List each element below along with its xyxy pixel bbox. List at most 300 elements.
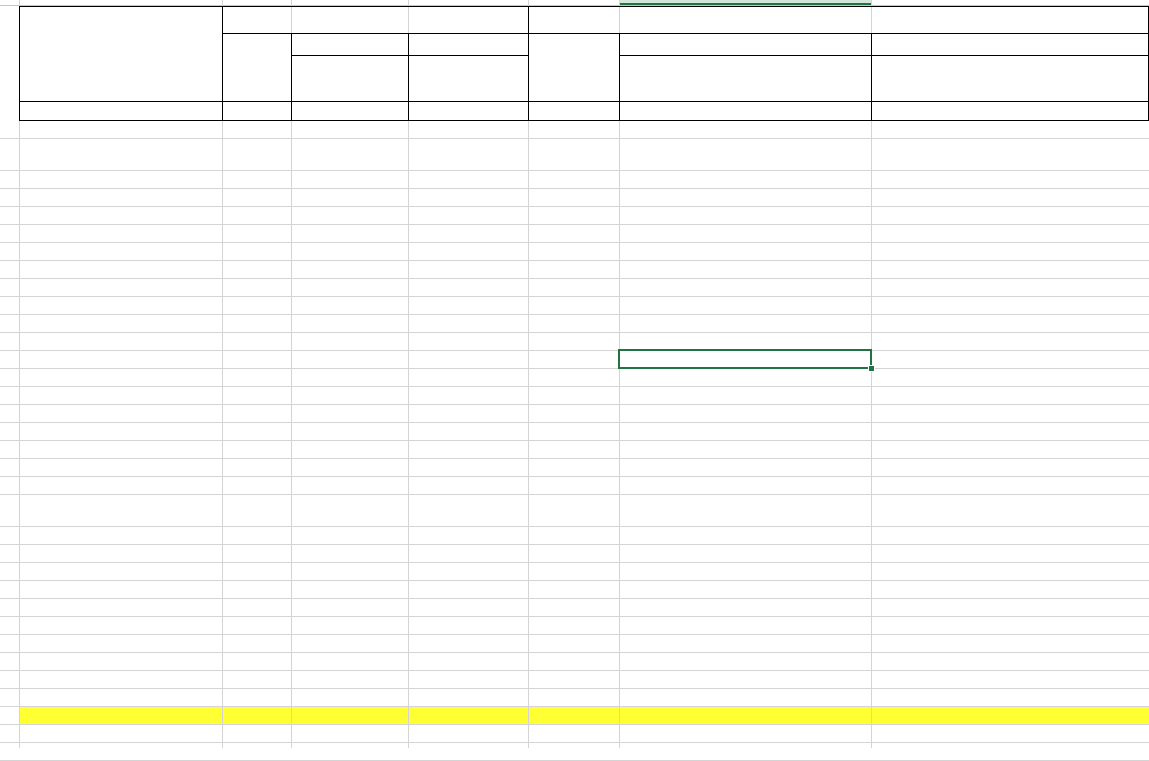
gridline-horizontal xyxy=(0,742,1149,743)
data-cell[interactable] xyxy=(222,440,291,458)
row-number[interactable] xyxy=(0,188,19,206)
region-name[interactable] xyxy=(19,170,222,188)
data-cell[interactable] xyxy=(528,404,619,422)
data-cell[interactable] xyxy=(528,350,619,368)
data-cell[interactable] xyxy=(408,138,528,170)
fill-handle[interactable] xyxy=(868,365,875,372)
data-cell[interactable] xyxy=(222,742,291,760)
data-cell[interactable] xyxy=(528,170,619,188)
data-cell[interactable] xyxy=(871,386,1149,404)
data-cell[interactable] xyxy=(291,580,408,598)
data-cell[interactable] xyxy=(619,242,871,260)
data-cell[interactable] xyxy=(291,224,408,242)
data-cell[interactable] xyxy=(222,724,291,742)
data-cell[interactable] xyxy=(222,526,291,544)
data-cell[interactable] xyxy=(408,706,528,724)
data-cell[interactable] xyxy=(871,458,1149,476)
data-cell[interactable] xyxy=(291,688,408,706)
data-cell[interactable] xyxy=(291,404,408,422)
data-cell[interactable] xyxy=(291,652,408,670)
data-cell[interactable] xyxy=(871,634,1149,652)
data-cell[interactable] xyxy=(619,314,871,332)
row-number[interactable] xyxy=(0,260,19,278)
row-number[interactable] xyxy=(0,598,19,616)
row-number[interactable] xyxy=(0,616,19,634)
gridline-horizontal xyxy=(0,422,1149,423)
data-cell[interactable] xyxy=(528,458,619,476)
row-number[interactable] xyxy=(0,422,19,440)
row-number[interactable] xyxy=(0,296,19,314)
data-cell[interactable] xyxy=(528,652,619,670)
data-cell[interactable] xyxy=(291,562,408,580)
row-number[interactable] xyxy=(0,526,19,544)
data-cell[interactable] xyxy=(528,440,619,458)
data-cell[interactable] xyxy=(291,350,408,368)
data-cell[interactable] xyxy=(222,404,291,422)
data-cell[interactable] xyxy=(528,260,619,278)
region-name[interactable] xyxy=(19,386,222,404)
data-cell[interactable] xyxy=(871,206,1149,224)
data-cell[interactable] xyxy=(408,278,528,296)
data-cell[interactable] xyxy=(871,242,1149,260)
data-cell[interactable] xyxy=(222,170,291,188)
data-cell[interactable] xyxy=(871,440,1149,458)
region-name[interactable] xyxy=(19,494,222,526)
data-cell[interactable] xyxy=(222,206,291,224)
data-cell[interactable] xyxy=(619,724,871,742)
data-cell[interactable] xyxy=(291,368,408,386)
data-cell[interactable] xyxy=(408,634,528,652)
data-cell[interactable] xyxy=(222,422,291,440)
row-number[interactable] xyxy=(0,724,19,742)
region-name[interactable] xyxy=(19,224,222,242)
data-cell[interactable] xyxy=(291,296,408,314)
data-cell[interactable] xyxy=(222,634,291,652)
data-cell[interactable] xyxy=(528,278,619,296)
data-cell[interactable] xyxy=(871,260,1149,278)
data-cell[interactable] xyxy=(528,476,619,494)
region-name[interactable] xyxy=(19,476,222,494)
data-cell[interactable] xyxy=(871,580,1149,598)
data-cell[interactable] xyxy=(619,476,871,494)
region-name[interactable] xyxy=(19,526,222,544)
data-cell[interactable] xyxy=(291,670,408,688)
data-cell[interactable] xyxy=(871,616,1149,634)
data-cell[interactable] xyxy=(528,616,619,634)
region-name[interactable] xyxy=(19,188,222,206)
data-cell[interactable] xyxy=(871,598,1149,616)
region-name[interactable] xyxy=(19,332,222,350)
data-cell[interactable] xyxy=(619,494,871,526)
data-cell[interactable] xyxy=(291,458,408,476)
data-cell[interactable] xyxy=(528,206,619,224)
region-name[interactable] xyxy=(19,562,222,580)
data-cell[interactable] xyxy=(408,188,528,206)
row-number[interactable] xyxy=(0,706,19,724)
data-cell[interactable] xyxy=(222,120,291,138)
region-name[interactable] xyxy=(19,616,222,634)
data-cell[interactable] xyxy=(619,296,871,314)
data-cell[interactable] xyxy=(619,742,871,760)
gridline-horizontal xyxy=(0,296,1149,297)
header-including-other xyxy=(619,33,1149,55)
data-cell[interactable] xyxy=(528,188,619,206)
data-cell[interactable] xyxy=(528,386,619,404)
region-name[interactable] xyxy=(19,458,222,476)
data-cell[interactable] xyxy=(408,368,528,386)
data-cell[interactable] xyxy=(871,350,1149,368)
data-cell[interactable] xyxy=(408,332,528,350)
data-cell[interactable] xyxy=(619,138,871,170)
header-covid-significant xyxy=(621,55,869,101)
data-cell[interactable] xyxy=(528,706,619,724)
region-name[interactable] xyxy=(19,580,222,598)
row-number[interactable] xyxy=(0,33,19,55)
row-number[interactable] xyxy=(0,314,19,332)
data-cell[interactable] xyxy=(291,278,408,296)
header-including-main xyxy=(291,33,528,55)
data-cell[interactable] xyxy=(222,314,291,332)
data-cell[interactable] xyxy=(528,314,619,332)
data-cell[interactable] xyxy=(528,120,619,138)
data-cell[interactable] xyxy=(291,724,408,742)
data-cell[interactable] xyxy=(619,580,871,598)
data-cell[interactable] xyxy=(222,706,291,724)
data-cell[interactable] xyxy=(871,652,1149,670)
data-cell[interactable] xyxy=(291,138,408,170)
data-cell[interactable] xyxy=(408,476,528,494)
row-number[interactable] xyxy=(0,368,19,386)
data-cell[interactable] xyxy=(871,404,1149,422)
row-number[interactable] xyxy=(0,440,19,458)
data-cell[interactable] xyxy=(528,368,619,386)
data-cell[interactable] xyxy=(528,598,619,616)
data-cell[interactable] xyxy=(222,688,291,706)
data-cell[interactable] xyxy=(528,742,619,760)
data-cell[interactable] xyxy=(222,386,291,404)
data-cell[interactable] xyxy=(619,652,871,670)
data-cell[interactable] xyxy=(528,526,619,544)
border-header-vertical xyxy=(408,33,409,120)
data-cell[interactable] xyxy=(222,332,291,350)
column-number xyxy=(222,101,291,120)
data-cell[interactable] xyxy=(871,224,1149,242)
data-cell[interactable] xyxy=(619,440,871,458)
row-number[interactable] xyxy=(0,332,19,350)
data-cell[interactable] xyxy=(408,120,528,138)
data-cell[interactable] xyxy=(408,224,528,242)
data-cell[interactable] xyxy=(408,296,528,314)
region-name[interactable] xyxy=(19,120,222,138)
data-cell[interactable] xyxy=(408,688,528,706)
data-cell[interactable] xyxy=(871,494,1149,526)
region-name[interactable] xyxy=(19,296,222,314)
data-cell[interactable] xyxy=(222,580,291,598)
data-cell[interactable] xyxy=(408,260,528,278)
data-cell[interactable] xyxy=(408,242,528,260)
data-cell[interactable] xyxy=(291,706,408,724)
data-cell[interactable] xyxy=(291,260,408,278)
row-number[interactable] xyxy=(0,458,19,476)
data-cell[interactable] xyxy=(222,278,291,296)
data-cell[interactable] xyxy=(619,634,871,652)
data-cell[interactable] xyxy=(408,580,528,598)
data-cell[interactable] xyxy=(291,598,408,616)
data-cell[interactable] xyxy=(619,544,871,562)
data-cell[interactable] xyxy=(291,120,408,138)
region-name[interactable] xyxy=(19,422,222,440)
row-number[interactable] xyxy=(0,242,19,260)
data-cell[interactable] xyxy=(528,580,619,598)
row-number[interactable] xyxy=(0,350,19,368)
data-cell[interactable] xyxy=(291,742,408,760)
data-cell[interactable] xyxy=(871,526,1149,544)
data-cell[interactable] xyxy=(222,494,291,526)
data-cell[interactable] xyxy=(871,332,1149,350)
data-cell[interactable] xyxy=(408,616,528,634)
border-header-row7 xyxy=(19,101,1149,102)
data-cell[interactable] xyxy=(528,138,619,170)
data-cell[interactable] xyxy=(619,278,871,296)
data-cell[interactable] xyxy=(408,544,528,562)
data-cell[interactable] xyxy=(619,120,871,138)
gridline-horizontal xyxy=(0,188,1149,189)
data-cell[interactable] xyxy=(408,652,528,670)
region-name[interactable] xyxy=(19,544,222,562)
data-cell[interactable] xyxy=(871,562,1149,580)
data-cell[interactable] xyxy=(871,314,1149,332)
data-cell[interactable] xyxy=(408,170,528,188)
data-cell[interactable] xyxy=(619,562,871,580)
region-name[interactable] xyxy=(19,724,222,742)
row-number[interactable] xyxy=(0,386,19,404)
data-cell[interactable] xyxy=(871,278,1149,296)
row-number[interactable] xyxy=(0,224,19,242)
row-number[interactable] xyxy=(0,670,19,688)
gridline-horizontal xyxy=(0,494,1149,495)
data-cell[interactable] xyxy=(291,332,408,350)
region-name[interactable] xyxy=(19,742,222,760)
data-cell[interactable] xyxy=(408,440,528,458)
data-cell[interactable] xyxy=(291,440,408,458)
data-cell[interactable] xyxy=(291,386,408,404)
region-name[interactable] xyxy=(19,278,222,296)
row-number[interactable] xyxy=(0,55,19,101)
gridline-horizontal xyxy=(0,616,1149,617)
data-cell[interactable] xyxy=(871,724,1149,742)
data-cell[interactable] xyxy=(291,476,408,494)
row-number[interactable] xyxy=(0,278,19,296)
data-cell[interactable] xyxy=(871,476,1149,494)
data-cell[interactable] xyxy=(619,386,871,404)
data-cell[interactable] xyxy=(408,670,528,688)
data-cell[interactable] xyxy=(291,242,408,260)
region-name[interactable] xyxy=(19,598,222,616)
border-header-row6-other xyxy=(619,55,1149,56)
data-cell[interactable] xyxy=(528,332,619,350)
gridline-horizontal xyxy=(0,598,1149,599)
region-name[interactable] xyxy=(19,260,222,278)
row-number[interactable] xyxy=(0,101,19,120)
data-cell[interactable] xyxy=(291,170,408,188)
border-header-vertical xyxy=(19,6,20,120)
data-cell[interactable] xyxy=(222,138,291,170)
data-cell[interactable] xyxy=(222,544,291,562)
data-cell[interactable] xyxy=(619,670,871,688)
data-cell[interactable] xyxy=(871,544,1149,562)
row-number[interactable] xyxy=(0,580,19,598)
data-cell[interactable] xyxy=(619,526,871,544)
data-cell[interactable] xyxy=(222,598,291,616)
data-cell[interactable] xyxy=(222,188,291,206)
border-header-vertical xyxy=(528,6,529,120)
data-cell[interactable] xyxy=(619,260,871,278)
data-cell[interactable] xyxy=(619,458,871,476)
data-cell[interactable] xyxy=(619,188,871,206)
data-cell[interactable] xyxy=(291,634,408,652)
data-cell[interactable] xyxy=(871,742,1149,760)
region-name[interactable] xyxy=(19,368,222,386)
gridline-horizontal xyxy=(0,206,1149,207)
gridline-horizontal xyxy=(0,580,1149,581)
data-cell[interactable] xyxy=(222,350,291,368)
data-cell[interactable] xyxy=(408,350,528,368)
data-cell[interactable] xyxy=(222,260,291,278)
data-cell[interactable] xyxy=(871,138,1149,170)
gridline-horizontal xyxy=(0,526,1149,527)
row-number[interactable] xyxy=(0,562,19,580)
row-number[interactable] xyxy=(0,494,19,526)
data-cell[interactable] xyxy=(871,706,1149,724)
region-name[interactable] xyxy=(19,634,222,652)
row-number[interactable] xyxy=(0,652,19,670)
data-cell[interactable] xyxy=(528,562,619,580)
data-cell[interactable] xyxy=(528,634,619,652)
region-name[interactable] xyxy=(19,688,222,706)
row-number[interactable] xyxy=(0,170,19,188)
row-number[interactable] xyxy=(0,120,19,138)
row-number[interactable] xyxy=(0,634,19,652)
data-cell[interactable] xyxy=(871,120,1149,138)
data-cell[interactable] xyxy=(291,526,408,544)
gridline-horizontal xyxy=(0,242,1149,243)
data-cell[interactable] xyxy=(619,688,871,706)
data-cell[interactable] xyxy=(619,170,871,188)
data-cell[interactable] xyxy=(528,724,619,742)
data-cell[interactable] xyxy=(291,616,408,634)
data-cell[interactable] xyxy=(408,562,528,580)
region-name[interactable] xyxy=(19,206,222,224)
data-cell[interactable] xyxy=(408,494,528,526)
data-cell[interactable] xyxy=(619,368,871,386)
data-cell[interactable] xyxy=(408,404,528,422)
data-cell[interactable] xyxy=(619,332,871,350)
data-cell[interactable] xyxy=(871,670,1149,688)
data-cell[interactable] xyxy=(222,476,291,494)
data-cell[interactable] xyxy=(619,598,871,616)
data-cell[interactable] xyxy=(291,206,408,224)
data-cell[interactable] xyxy=(291,422,408,440)
data-cell[interactable] xyxy=(871,170,1149,188)
row-number[interactable] xyxy=(0,544,19,562)
row-number[interactable] xyxy=(0,688,19,706)
data-cell[interactable] xyxy=(528,688,619,706)
gridline-horizontal xyxy=(0,724,1149,725)
row-number[interactable] xyxy=(0,206,19,224)
row-number[interactable] xyxy=(0,742,19,760)
row-number[interactable] xyxy=(0,6,19,33)
data-cell[interactable] xyxy=(619,224,871,242)
row-number[interactable] xyxy=(0,404,19,422)
data-cell[interactable] xyxy=(408,206,528,224)
data-cell[interactable] xyxy=(291,494,408,526)
data-cell[interactable] xyxy=(619,616,871,634)
data-cell[interactable] xyxy=(222,368,291,386)
row-number[interactable] xyxy=(0,476,19,494)
data-cell[interactable] xyxy=(222,458,291,476)
data-cell[interactable] xyxy=(291,314,408,332)
data-cell[interactable] xyxy=(222,652,291,670)
region-name[interactable] xyxy=(19,404,222,422)
selected-cell-frame[interactable] xyxy=(618,349,872,369)
data-cell[interactable] xyxy=(408,314,528,332)
data-cell[interactable] xyxy=(619,404,871,422)
data-cell[interactable] xyxy=(408,458,528,476)
data-cell[interactable] xyxy=(528,422,619,440)
region-name[interactable] xyxy=(19,652,222,670)
data-cell[interactable] xyxy=(408,422,528,440)
region-name[interactable] xyxy=(19,314,222,332)
region-name[interactable] xyxy=(19,138,222,170)
region-name[interactable] xyxy=(19,670,222,688)
data-cell[interactable] xyxy=(619,206,871,224)
data-cell[interactable] xyxy=(528,494,619,526)
data-cell[interactable] xyxy=(871,368,1149,386)
data-cell[interactable] xyxy=(528,242,619,260)
data-cell[interactable] xyxy=(528,296,619,314)
data-cell[interactable] xyxy=(222,670,291,688)
data-cell[interactable] xyxy=(291,544,408,562)
region-name[interactable] xyxy=(19,350,222,368)
data-cell[interactable] xyxy=(222,296,291,314)
data-cell[interactable] xyxy=(408,526,528,544)
data-cell[interactable] xyxy=(222,562,291,580)
data-cell[interactable] xyxy=(408,724,528,742)
data-cell[interactable] xyxy=(408,598,528,616)
data-cell[interactable] xyxy=(871,422,1149,440)
data-cell[interactable] xyxy=(222,224,291,242)
column-letter-F-active[interactable] xyxy=(619,0,871,5)
data-cell[interactable] xyxy=(871,688,1149,706)
data-cell[interactable] xyxy=(222,616,291,634)
border-header-vertical xyxy=(222,6,223,120)
data-cell[interactable] xyxy=(528,224,619,242)
data-cell[interactable] xyxy=(408,742,528,760)
region-name[interactable] xyxy=(19,440,222,458)
data-cell[interactable] xyxy=(871,188,1149,206)
region-name[interactable] xyxy=(19,242,222,260)
data-cell[interactable] xyxy=(619,706,871,724)
data-cell[interactable] xyxy=(528,544,619,562)
data-cell[interactable] xyxy=(619,422,871,440)
data-cell[interactable] xyxy=(222,242,291,260)
region-name[interactable] xyxy=(19,706,222,724)
data-cell[interactable] xyxy=(291,188,408,206)
data-cell[interactable] xyxy=(408,386,528,404)
data-cell[interactable] xyxy=(528,670,619,688)
data-cell[interactable] xyxy=(871,296,1149,314)
row-number[interactable] xyxy=(0,138,19,170)
